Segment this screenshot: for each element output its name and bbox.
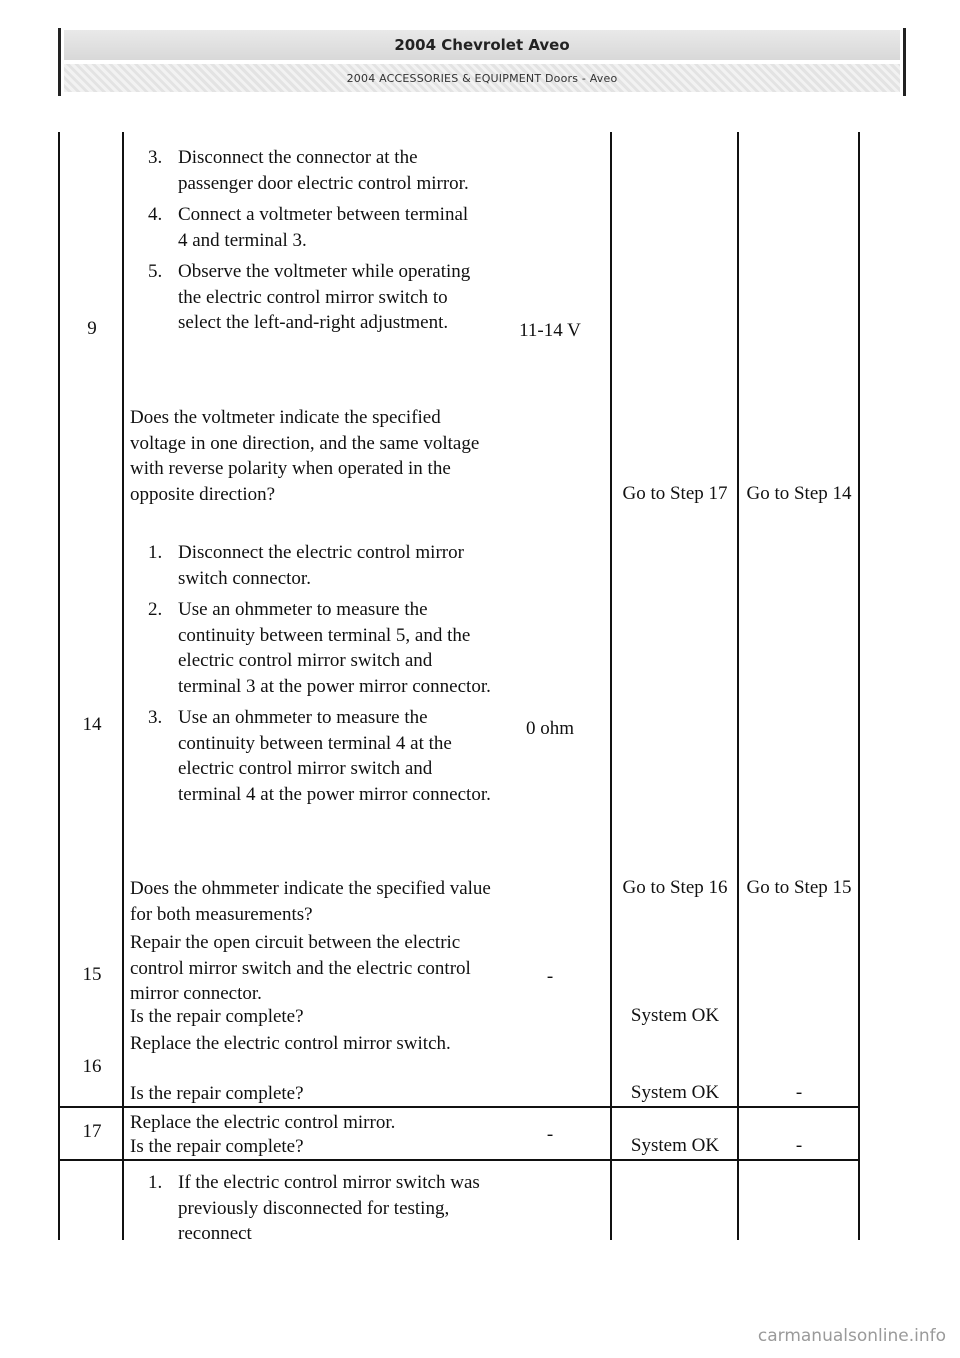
yes-action: System OK bbox=[630, 1005, 720, 1026]
step-number: 9 bbox=[87, 318, 97, 339]
table-line bbox=[858, 132, 860, 1240]
step-question: Does the ohmmeter indicate the specified value for both measurements? bbox=[130, 878, 491, 925]
yes-action: Go to Step 17 bbox=[622, 483, 728, 504]
no-action: - bbox=[795, 1135, 803, 1156]
no-action: Go to Step 14 bbox=[746, 483, 852, 504]
yes-action: System OK bbox=[630, 1135, 720, 1156]
table-line bbox=[737, 132, 739, 1240]
step-question: Is the repair complete? bbox=[130, 1006, 304, 1027]
watermark: carmanualsonline.info bbox=[757, 1326, 946, 1346]
step-instructions bbox=[130, 145, 475, 342]
spec-value: - bbox=[546, 1124, 554, 1145]
yes-action: Go to Step 16 bbox=[622, 877, 728, 898]
step-question: Is the repair complete? bbox=[130, 1136, 304, 1157]
header-border-left bbox=[58, 28, 61, 96]
document-title: 2004 Chevrolet Aveo bbox=[64, 30, 900, 60]
step-instruction: Replace the electric control mirror. bbox=[130, 1112, 396, 1133]
table-line bbox=[58, 132, 60, 1240]
step-number: 17 bbox=[82, 1121, 102, 1142]
spec-value: - bbox=[546, 966, 554, 987]
step-number: 15 bbox=[82, 964, 102, 985]
table-line bbox=[122, 132, 124, 1240]
spec-value: 11-14 V bbox=[519, 320, 581, 341]
no-action: Go to Step 15 bbox=[746, 877, 852, 898]
list-item: 5. Observe the voltmeter while operating the electric control mirror switch to select the left-and-right adjustment. bbox=[148, 261, 471, 333]
list-item: 3. Disconnect the connector at the passenger door electric control mirror. bbox=[148, 147, 469, 194]
header-border-right bbox=[903, 28, 906, 96]
step-instruction: Repair the open circuit between the electric control mirror switch and the electric control mirror connector. bbox=[130, 932, 471, 1004]
step-instruction: Replace the electric control mirror switch. bbox=[130, 1033, 451, 1054]
list-item: 3. Use an ohmmeter to measure the continuity between terminal 4 at the electric control mirror switch and terminal 4 at the power mirror connector. bbox=[148, 707, 491, 805]
list-item: 4. Connect a voltmeter between terminal 4 and terminal 3. bbox=[148, 204, 469, 251]
list-item: 2. Use an ohmmeter to measure the continuity between terminal 5, and the electric control mirror switch and terminal 3 at the power mirror connector. bbox=[148, 599, 491, 697]
step-number: 14 bbox=[82, 714, 102, 735]
table-line bbox=[610, 132, 612, 1240]
yes-action: System OK bbox=[630, 1082, 720, 1103]
list-item: 1. If the electric control mirror switch was previously disconnected for testing, reconnect bbox=[148, 1172, 480, 1244]
step-question: Does the voltmeter indicate the specified voltage in one direction, and the same voltage with reverse polarity when operated in the opposite direction? bbox=[130, 407, 480, 505]
page-header bbox=[58, 28, 906, 96]
step-instructions bbox=[130, 1170, 492, 1253]
document-subtitle: 2004 ACCESSORIES & EQUIPMENT Doors - Aveo bbox=[64, 64, 900, 92]
spec-value: 0 ohm bbox=[525, 718, 575, 739]
step-number: 16 bbox=[82, 1056, 102, 1077]
step-instructions bbox=[130, 540, 492, 813]
no-action: - bbox=[795, 1082, 803, 1103]
step-question: Is the repair complete? bbox=[130, 1083, 304, 1104]
list-item: 1. Disconnect the electric control mirror switch connector. bbox=[148, 542, 464, 589]
